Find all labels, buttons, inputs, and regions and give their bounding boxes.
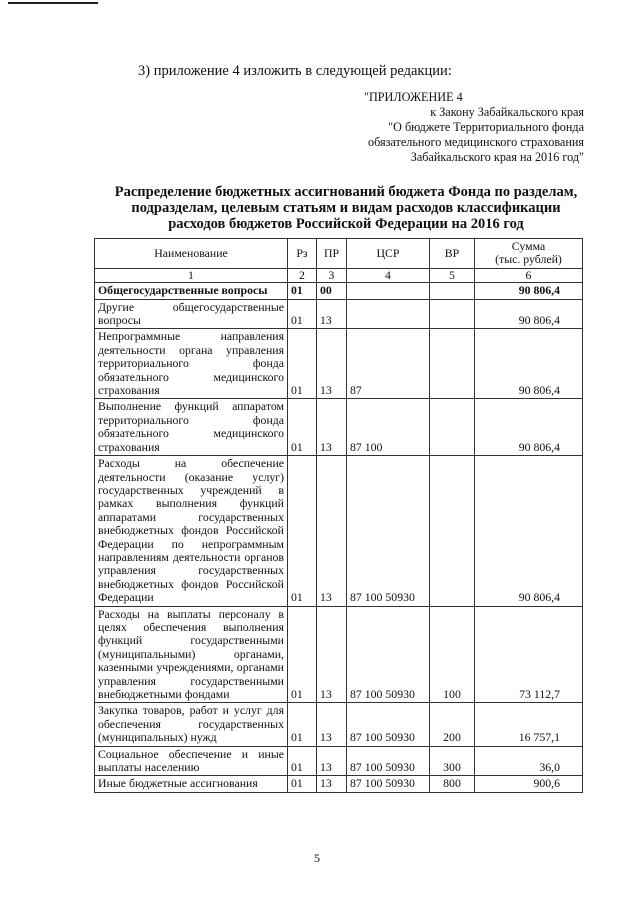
row-csr-cell: 87 100 50930	[347, 606, 430, 703]
row-sum-cell: 90 806,4	[475, 299, 583, 329]
row-vr-cell	[430, 456, 475, 606]
row-vr-cell: 200	[430, 703, 475, 746]
row-vr-cell: 800	[430, 776, 475, 792]
row-rz-cell: 01	[288, 606, 317, 703]
header-csr: ЦСР	[347, 239, 430, 269]
row-pr-cell: 13	[317, 606, 347, 703]
title-line-1: Распределение бюджетных ассигнований бюджета Фонда по разделам,	[114, 184, 578, 200]
title-line-3: расходов бюджетов Российской Федерации на 2016 год	[168, 216, 524, 232]
appendix-caption	[284, 90, 584, 165]
appendix-line-2: к Закону Забайкальского края	[430, 105, 584, 119]
table-row	[95, 703, 583, 746]
table-row	[95, 299, 583, 329]
row-rz-cell: 01	[288, 703, 317, 746]
row-name-cell: Иные бюджетные ассигнования	[95, 776, 288, 792]
row-csr-cell	[347, 283, 430, 299]
header-vr: ВР	[430, 239, 475, 269]
row-name-cell: Непрограммные направления деятельности органа управления территориального фонда обязательного медицинского страхования	[95, 329, 288, 399]
top-rule	[8, 2, 98, 4]
header-sum-line-1: Сумма	[511, 239, 546, 253]
appendix-line-1: "ПРИЛОЖЕНИЕ 4	[364, 90, 463, 104]
row-csr-cell	[347, 299, 430, 329]
index-cell: 1	[95, 268, 288, 282]
row-pr-cell: 13	[317, 456, 347, 606]
intro-text: 3) приложение 4 изложить в следующей редакции:	[138, 63, 452, 79]
row-csr-cell: 87 100 50930	[347, 703, 430, 746]
row-name-cell: Расходы на обеспечение деятельности (оказание услуг) государственных учреждений в рамках выполнения функций аппаратами государственных внебюджетных фондов Российской Федерации по непрограммным направлениям деятельности органов управления государственных внебюджетных фондов Российской Федерации	[95, 456, 288, 606]
table-row	[95, 283, 583, 299]
row-vr-cell	[430, 329, 475, 399]
index-cell: 3	[317, 268, 347, 282]
row-rz-cell: 01	[288, 283, 317, 299]
row-sum-cell: 900,6	[475, 776, 583, 792]
row-name-cell: Расходы на выплаты персоналу в целях обеспечения выполнения функций государственными (муниципальными) органами, казенными учреждениями, органами управления государственными внебюджетными фондами	[95, 606, 288, 703]
row-sum-cell: 90 806,4	[475, 283, 583, 299]
index-cell: 5	[430, 268, 475, 282]
row-pr-cell: 13	[317, 329, 347, 399]
appendix-line-3: "О бюджете Территориального фонда	[388, 120, 584, 134]
appendix-line-4: обязательного медицинского страхования	[368, 135, 584, 149]
table-row	[95, 776, 583, 792]
table-row	[95, 456, 583, 606]
row-vr-cell	[430, 283, 475, 299]
page-number: 5	[314, 851, 320, 865]
row-pr-cell: 13	[317, 399, 347, 456]
table-row	[95, 606, 583, 703]
row-sum-cell: 16 757,1	[475, 703, 583, 746]
row-csr-cell: 87 100	[347, 399, 430, 456]
header-sum-line-2: (тыс. рублей)	[495, 252, 562, 267]
row-name-cell: Социальное обеспечение и иные выплаты населению	[95, 746, 288, 776]
table-row	[95, 329, 583, 399]
row-name-cell: Другие общегосударственные вопросы	[95, 299, 288, 329]
header-name: Наименование	[95, 239, 288, 269]
row-pr-cell: 13	[317, 703, 347, 746]
index-row	[95, 268, 583, 282]
row-name-cell: Закупка товаров, работ и услуг для обеспечения государственных (муниципальных) нужд	[95, 703, 288, 746]
row-rz-cell: 01	[288, 776, 317, 792]
row-pr-cell: 00	[317, 283, 347, 299]
header-sum	[475, 239, 583, 269]
index-cell: 6	[475, 268, 583, 282]
row-vr-cell: 100	[430, 606, 475, 703]
document-title	[96, 184, 596, 232]
table-row	[95, 746, 583, 776]
row-rz-cell: 01	[288, 746, 317, 776]
header-rz: Рз	[288, 239, 317, 269]
row-pr-cell: 13	[317, 299, 347, 329]
row-pr-cell: 13	[317, 746, 347, 776]
appendix-line-5: Забайкальского края на 2016 год"	[410, 150, 584, 164]
index-cell: 2	[288, 268, 317, 282]
row-csr-cell: 87 100 50930	[347, 456, 430, 606]
row-rz-cell: 01	[288, 456, 317, 606]
row-rz-cell: 01	[288, 329, 317, 399]
index-cell: 4	[347, 268, 430, 282]
row-vr-cell	[430, 299, 475, 329]
row-rz-cell: 01	[288, 299, 317, 329]
row-pr-cell: 13	[317, 776, 347, 792]
row-csr-cell: 87 100 50930	[347, 746, 430, 776]
row-name-cell: Выполнение функций аппаратом территориального фонда обязательного медицинского страхования	[95, 399, 288, 456]
row-sum-cell: 90 806,4	[475, 399, 583, 456]
row-name-cell: Общегосударственные вопросы	[95, 283, 288, 299]
budget-table-body	[95, 239, 583, 793]
table-row	[95, 399, 583, 456]
row-vr-cell	[430, 399, 475, 456]
row-rz-cell: 01	[288, 399, 317, 456]
header-pr: ПР	[317, 239, 347, 269]
row-vr-cell: 300	[430, 746, 475, 776]
row-csr-cell: 87 100 50930	[347, 776, 430, 792]
row-sum-cell: 90 806,4	[475, 329, 583, 399]
header-row	[95, 239, 583, 269]
row-sum-cell: 73 112,7	[475, 606, 583, 703]
row-csr-cell: 87	[347, 329, 430, 399]
budget-table	[94, 238, 583, 793]
title-line-2: подразделам, целевым статьям и видам расходов классификации	[131, 200, 561, 216]
row-sum-cell: 36,0	[475, 746, 583, 776]
row-sum-cell: 90 806,4	[475, 456, 583, 606]
